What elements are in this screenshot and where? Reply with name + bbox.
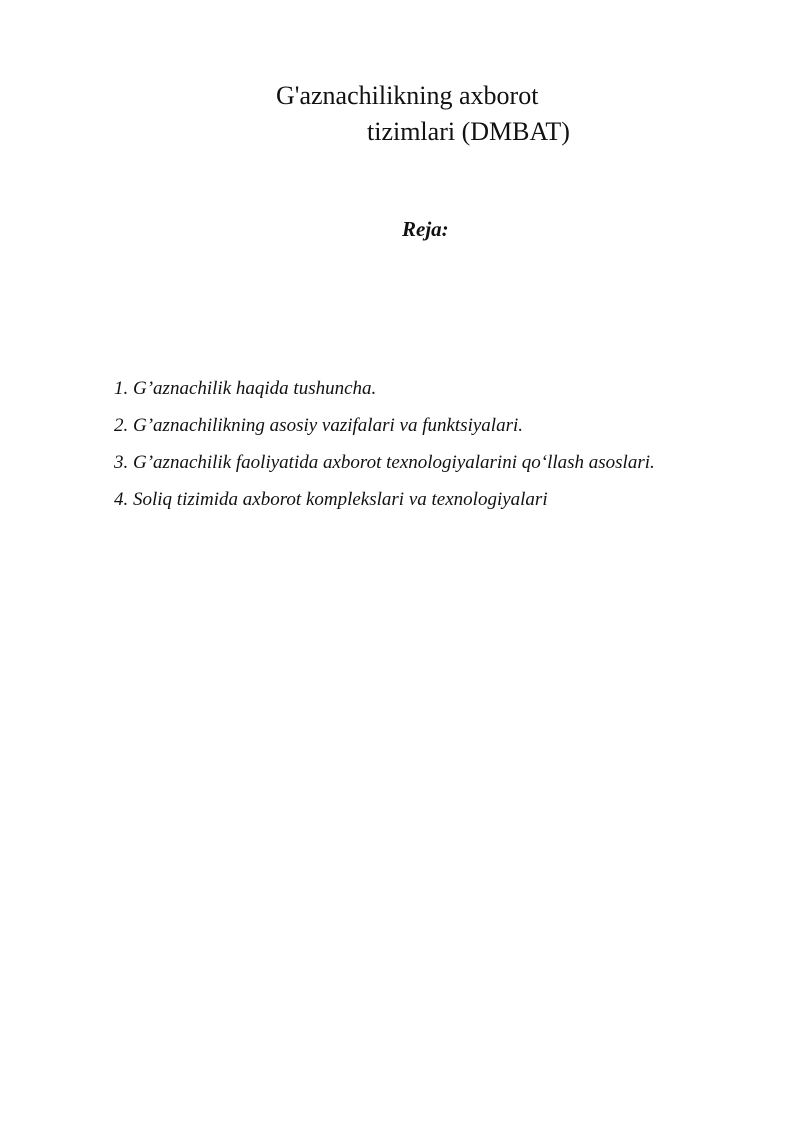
plan-item-2 <box>114 414 655 451</box>
document-title-line-2: tizimlari (DMBAT) <box>367 117 570 146</box>
plan-item-4 <box>114 488 655 525</box>
plan-item-text: G’aznachilik haqida tushuncha. <box>133 378 377 399</box>
plan-item-number: 2. <box>114 415 129 436</box>
plan-list <box>114 377 655 525</box>
plan-item-1 <box>114 377 655 414</box>
plan-item-text: G’aznachilik faoliyatida axborot texnologiyalarini qo‘llash asoslari. <box>133 452 655 473</box>
plan-item-number: 1. <box>114 378 129 399</box>
plan-item-text: G’aznachilikning asosiy vazifalari va funktsiyalari. <box>133 415 523 436</box>
plan-item-3 <box>114 451 655 488</box>
plan-item-number: 3. <box>114 452 129 473</box>
plan-item-text: Soliq tizimida axborot komplekslari va texnologiyalari <box>133 489 548 510</box>
document-title-line-1: G'aznachilikning axborot <box>276 81 539 110</box>
plan-heading: Reja: <box>402 217 449 241</box>
plan-item-number: 4. <box>114 489 129 510</box>
